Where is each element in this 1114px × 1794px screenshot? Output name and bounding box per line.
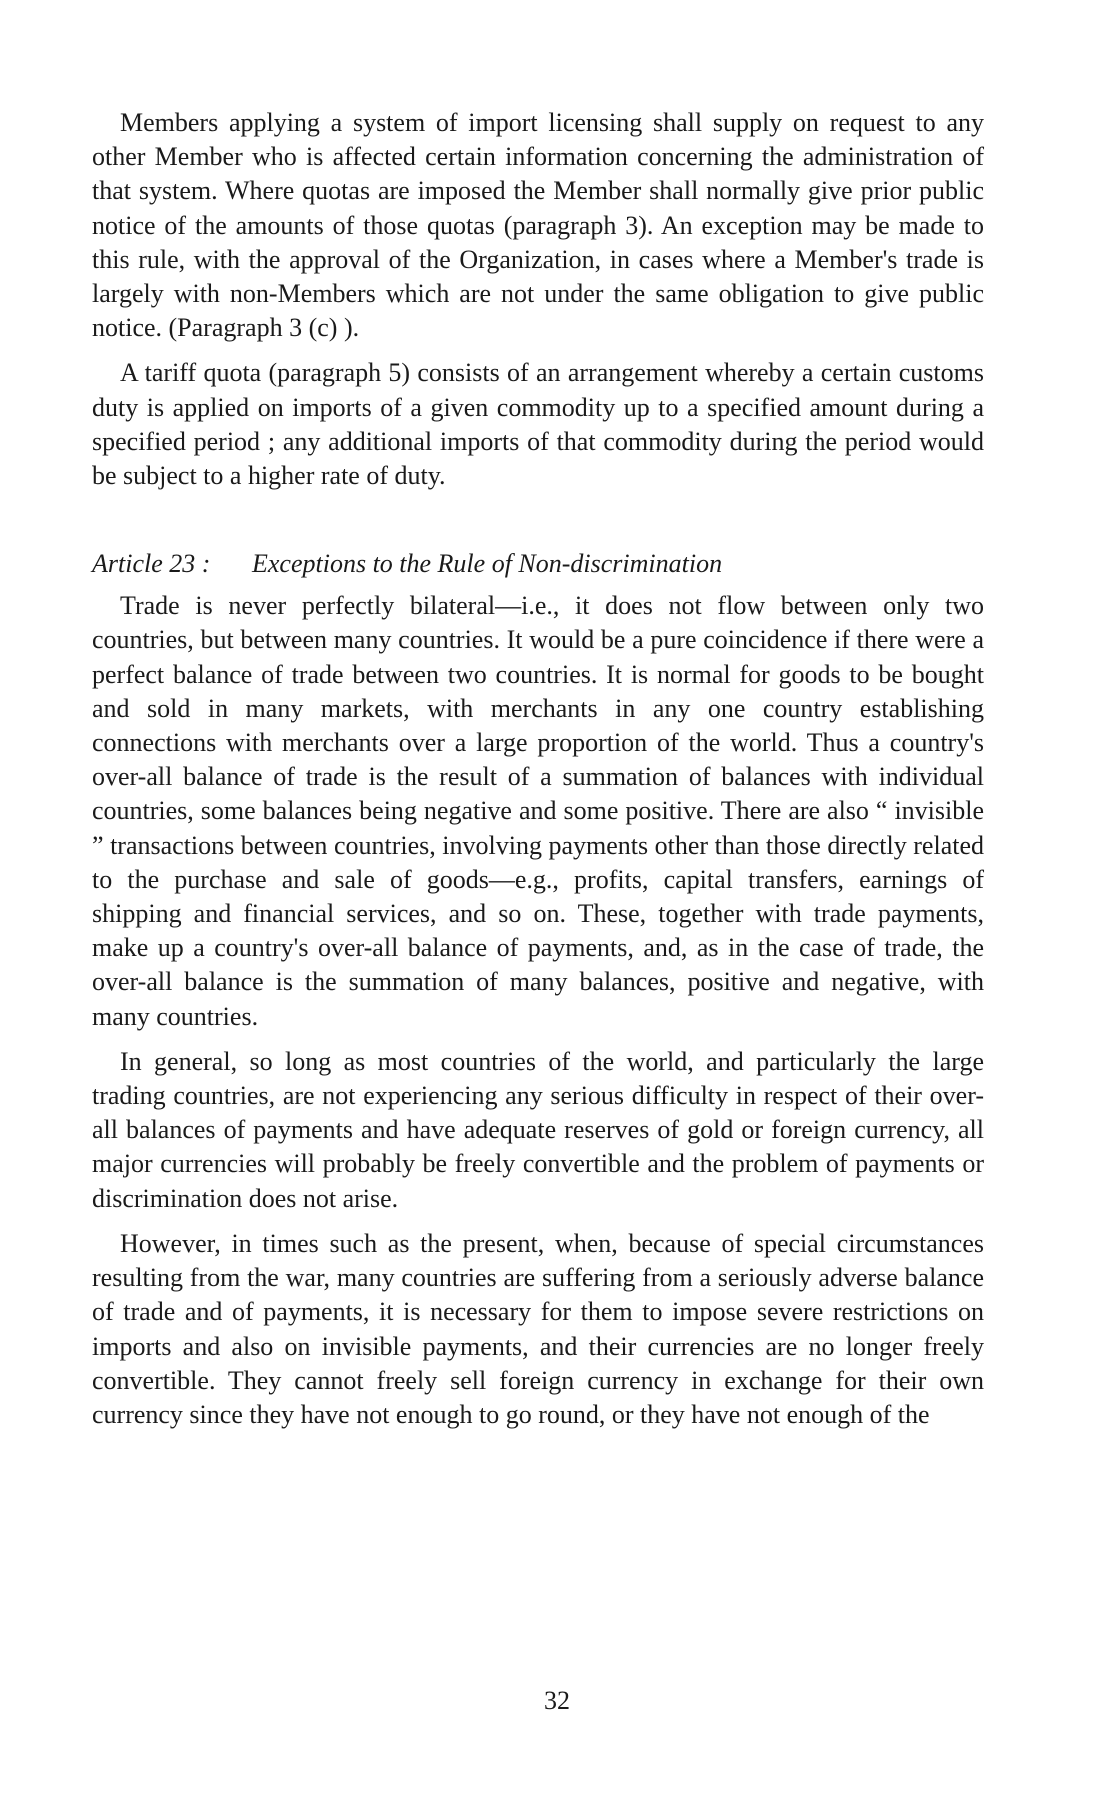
article-heading	[92, 547, 984, 581]
article-title: Exceptions to the Rule of Non-discrimination	[252, 549, 723, 579]
paragraph-however: However, in times such as the present, when, because of special circumstances resulting from the war, many countries are suffering from a seriously adverse balance of trade and of payments, it is necessary for them to impose severe restrictions on imports and also on invisible payments, and their currencies are no longer freely convertible. They cannot freely sell foreign currency in exchange for their own currency since they have not enough to go round, or they have not enough of the	[92, 1228, 984, 1429]
paragraph-import-licensing: Members applying a system of import licensing shall supply on request to any other Member who is affected certain information concerning the administration of that system. Where quotas are imposed the Member shall normally give prior public notice of the amounts of those quotas (paragraph 3). An exception may be made to this rule, with the approval of the Organization, in cases where a Member's trade is largely with non-Members which are not under the same obligation to give public notice. (Paragraph 3 (c) ).	[92, 108, 984, 343]
page-body	[92, 106, 984, 1432]
page-number: 32	[544, 1686, 570, 1715]
article-number: Article 23 :	[92, 549, 211, 579]
paragraph-in-general: In general, so long as most countries of the world, and particularly the large trading countries, are not experiencing any serious difficulty in respect of their over-all balances of payments and have adequate reserves of gold or foreign currency, all major currencies will probably be freely convertible and the problem of payments or discrimination does not arise.	[92, 1046, 984, 1213]
paragraph-tariff-quota: A tariff quota (paragraph 5) consists of an arrangement whereby a certain customs duty is applied on imports of a given commodity up to a specified amount during a specified period ; any additional imports of that commodity during the period would be subject to a higher rate of duty.	[92, 358, 984, 491]
paragraph-bilateral-trade: Trade is never perfectly bilateral—i.e., it does not flow between only two countries, but between many countries. It would be a pure coincidence if there were a perfect balance of trade between two countries. It is normal for goods to be bought and sold in many markets, with merchants in any one country establishing connections with merchants over a large proportion of the world. Thus a country's over-all balance of trade is the result of a summation of balances with individual countries, some balances being negative and some positive. There are also “ invisible ” transactions between countries, involving payments other than those directly related to the purchase and sale of goods—e.g., profits, capital transfers, earnings of shipping and financial services, and so on. These, together with trade payments, make up a country's over-all balance of payments, and, as in the case of trade, the over-all balance is the summation of many balances, positive and negative, with many countries.	[92, 591, 984, 1031]
